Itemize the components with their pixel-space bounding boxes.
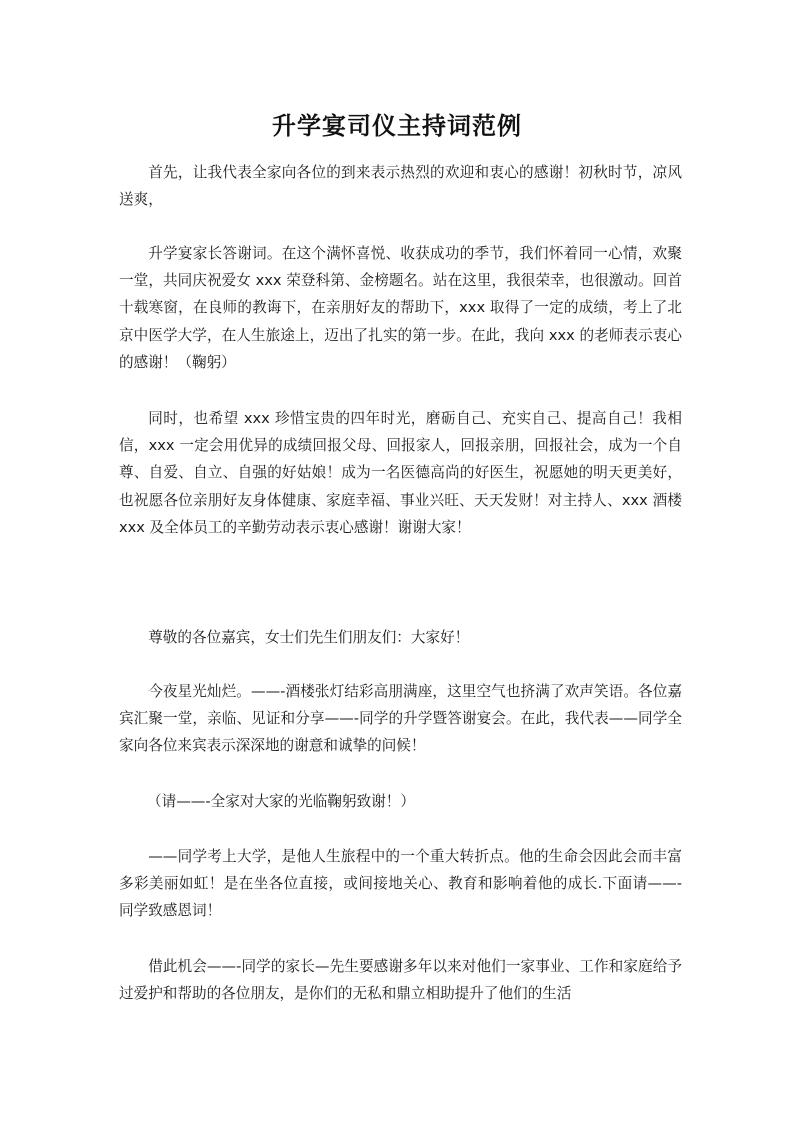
paragraph-tonight: 今夜星光灿烂。——-酒楼张灯结彩高朋满座，这里空气也挤满了欢声笑语。各位嘉宾汇聚一堂，亲临、见证和分享——-同学的升学暨答谢宴会。在此，我代表——同学全家向各位来宾表示深深地的谢意和诚挚的问候！ <box>119 683 682 755</box>
paragraph-milestone: ——同学考上大学，是他人生旅程中的一个重大转折点。他的生命会因此会而丰富多彩美丽如虹！是在坐各位直接，或间接地关心、教育和影响着他的成长.下面请——-同学致感恩词！ <box>119 848 682 920</box>
paragraph-bow: （请——-全家对大家的光临鞠躬致谢！） <box>147 793 415 810</box>
paragraph-opening: 首先，让我代表全家向各位的到来表示热烈的欢迎和衷心的感谢！初秋时节，凉风送爽， <box>119 164 682 209</box>
paragraph-wishes: 同时，也希望 xxx 珍惜宝贵的四年时光，磨砺自己、充实自己、提高自己！我相信，xxx 一定会用优异的成绩回报父母、回报家人，回报亲朋，回报社会，成为一个自尊、自爱、自立、自强的好姑娘！成为一名医德高尚的好医生，祝愿她的明天更美好，也祝愿各位亲朋好友身体健康、家庭幸福、事业兴旺、天天发财！对主持人、xxx 酒楼 xxx 及全体员工的辛勤劳动表示衷心感谢！谢谢大家！ <box>119 410 682 536</box>
paragraph-parent-speech: 升学宴家长答谢词。在这个满怀喜悦、收获成功的季节，我们怀着同一心情，欢聚一堂，共同庆祝爱女 xxx 荣登科第、金榜题名。站在这里，我很荣幸，也很激动。回首十载寒窗，在良师的教诲下，在亲朋好友的帮助下，xxx 取得了一定的成绩，考上了北京中医学大学，在人生旅途上，迈出了扎实的第一步。在此，我向 xxx 的老师表示衷心的感谢！（鞠躬） <box>119 245 682 371</box>
paragraph-thanks: 借此机会——-同学的家长—先生要感谢多年以来对他们一家事业、工作和家庭给予过爱护和帮助的各位朋友，是你们的无私和鼎立相助提升了他们的生活 <box>119 958 682 1003</box>
paragraph-greeting: 尊敬的各位嘉宾，女士们先生们朋友们：大家好！ <box>148 629 470 646</box>
document-title: 升学宴司仪主持词范例 <box>272 112 522 140</box>
